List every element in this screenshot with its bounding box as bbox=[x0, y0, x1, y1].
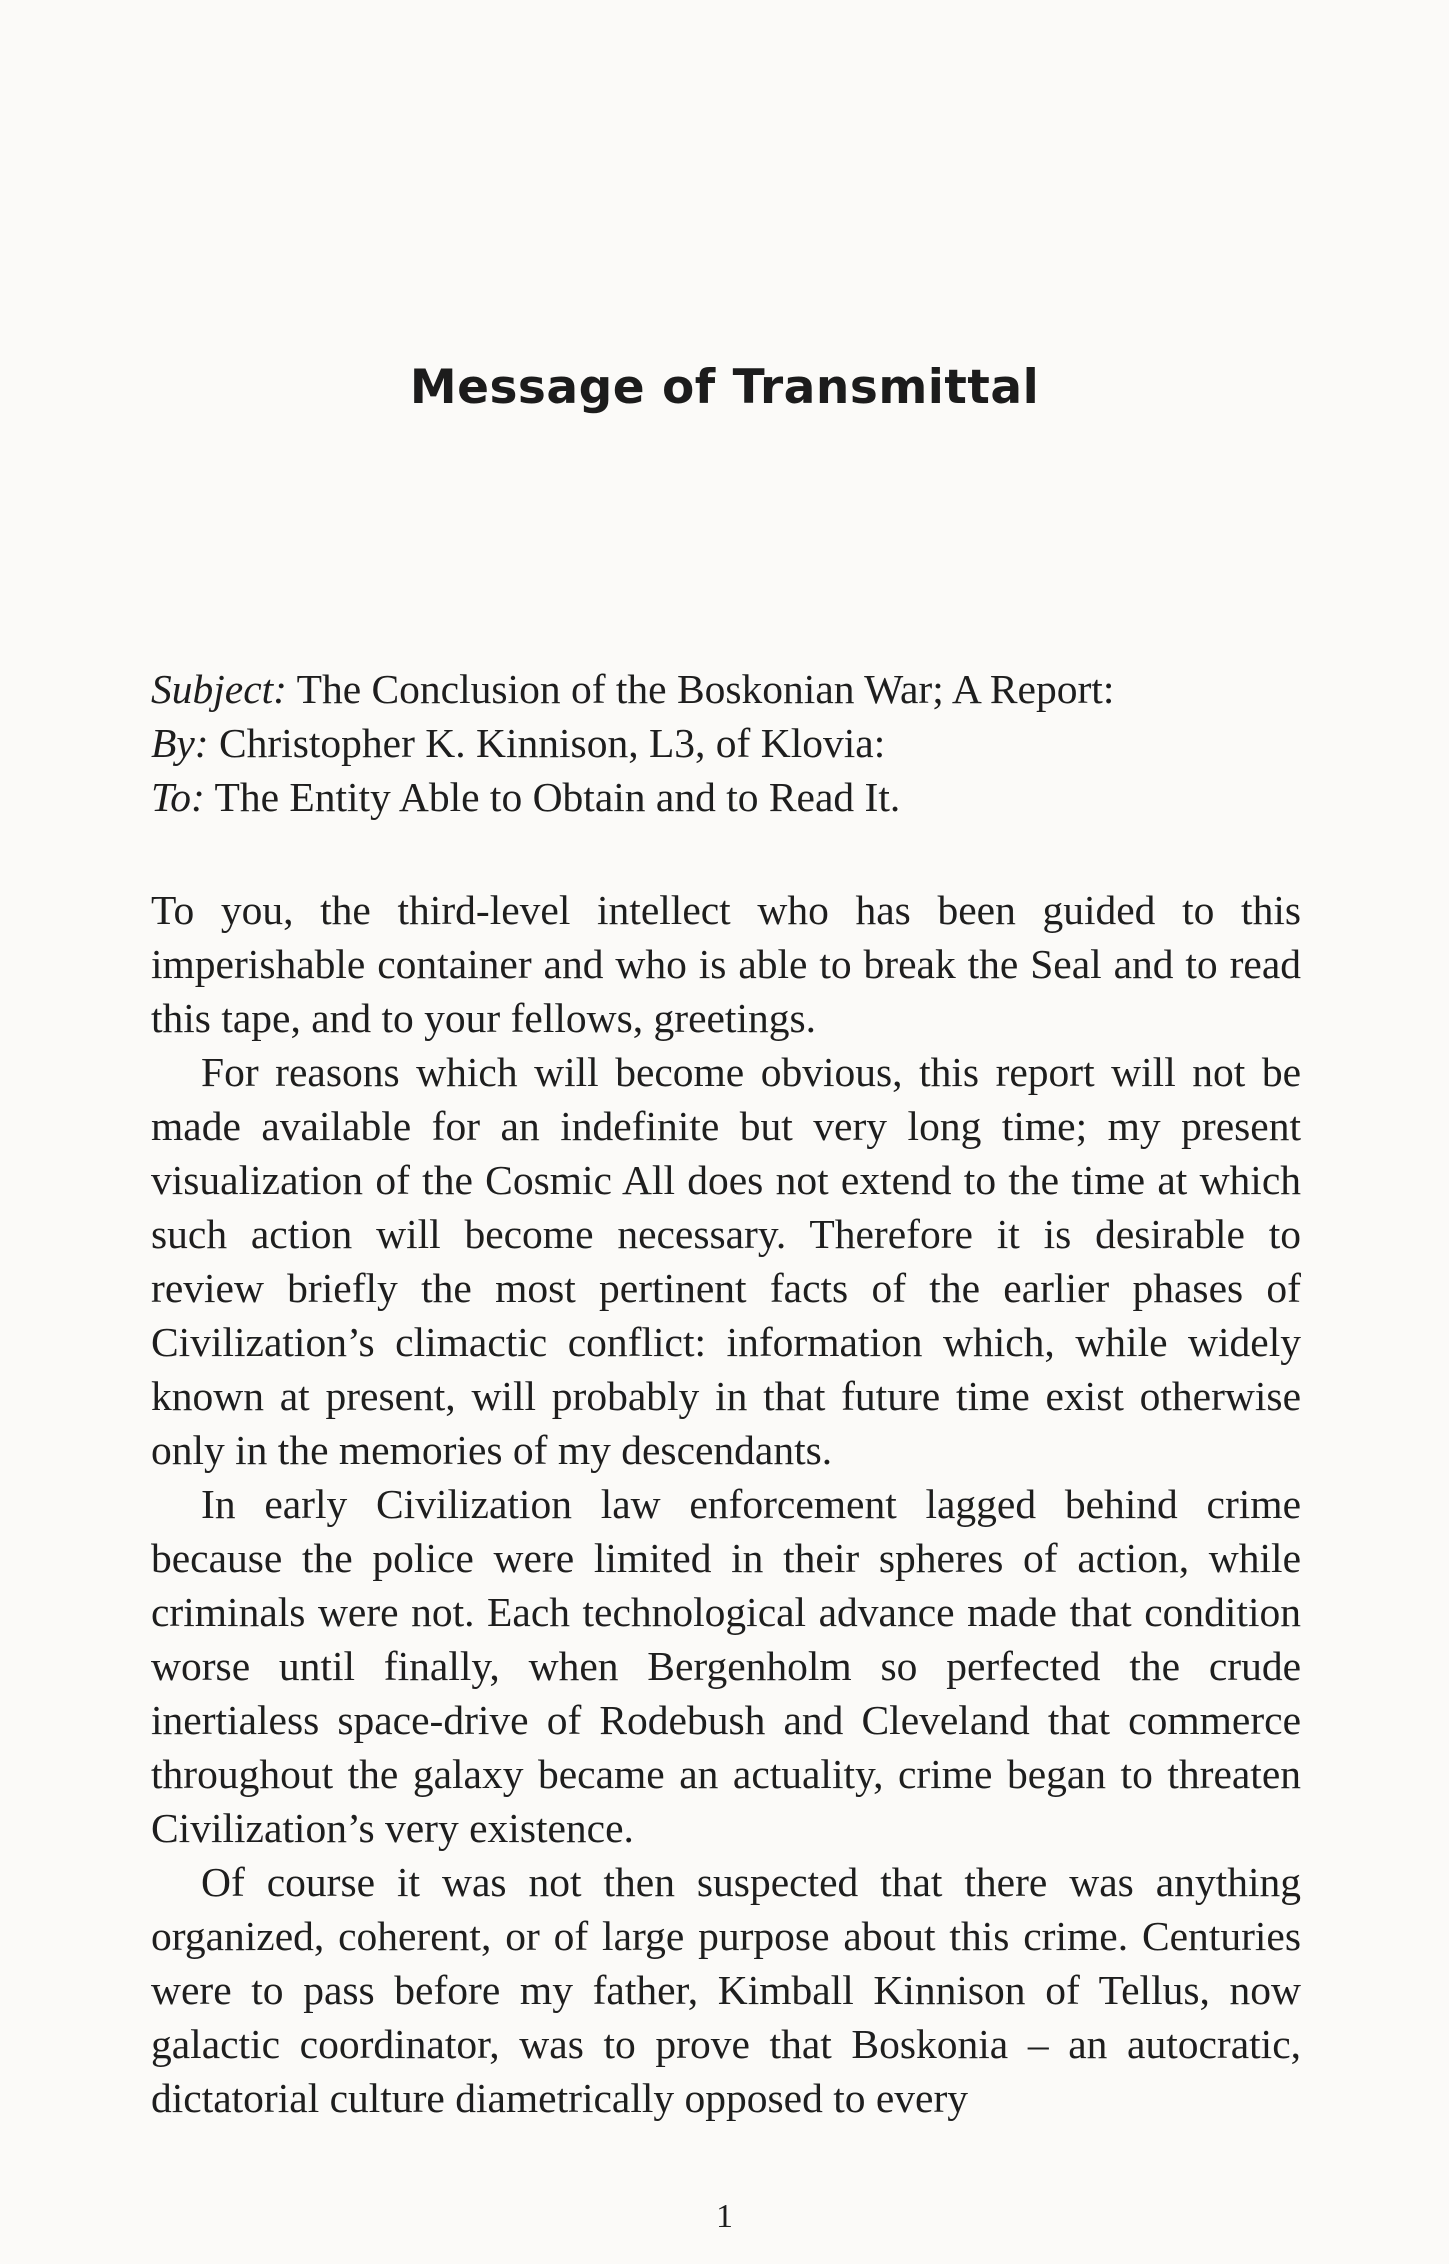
paragraph-3: In early Civilization law enforcement lagged behind crime because the police were limited in their spheres of action, while criminals were not. Each technological advance made that condition worse until finally, when Bergenholm so perfected the crude inertialess space-drive of Rodebush and Cleveland that commerce throughout the galaxy became an actuality, crime began to threaten Civilization’s very existence. bbox=[151, 1481, 1301, 1851]
paragraph-4: Of course it was not then suspected that there was anything organized, coherent, or of large purpose about this crime. Centuries were to pass before my father, Kimball Kinnison of Tellus, now galactic coordinator, was to prove that Boskonia – an autocratic, dictatorial culture diametrically opposed to every bbox=[151, 1859, 1301, 2121]
page-number: 1 bbox=[716, 2198, 733, 2235]
subject-text: The Conclusion of the Boskonian War; A Report: bbox=[286, 666, 1115, 712]
to-label: To: bbox=[151, 774, 205, 820]
by-line bbox=[151, 716, 1301, 770]
paragraph-2: For reasons which will become obvious, this report will not be made available for an indefinite but very long time; my present visualization of the Cosmic All does not extend to the time at which such action will become necessary. Therefore it is desirable to review briefly the most pertinent facts of the earlier phases of Civilization’s climactic conflict: information which, while widely known at present, will probably in that future time exist otherwise only in the memories of my descendants. bbox=[151, 1049, 1301, 1473]
body-paragraphs bbox=[151, 883, 1301, 2125]
to-line bbox=[151, 770, 1301, 824]
by-label: By: bbox=[151, 720, 209, 766]
to-text: The Entity Able to Obtain and to Read It. bbox=[204, 774, 901, 820]
chapter-title: Message of Transmittal bbox=[409, 360, 1040, 415]
report-header bbox=[151, 662, 1301, 824]
by-text: Christopher K. Kinnison, L3, of Klovia: bbox=[208, 720, 886, 766]
subject-line bbox=[151, 662, 1301, 716]
subject-label: Subject: bbox=[151, 666, 287, 712]
paragraph-1: To you, the third-level intellect who has been guided to this imperishable container and who is able to break the Seal and to read this tape, and to your fellows, greetings. bbox=[151, 887, 1301, 1041]
